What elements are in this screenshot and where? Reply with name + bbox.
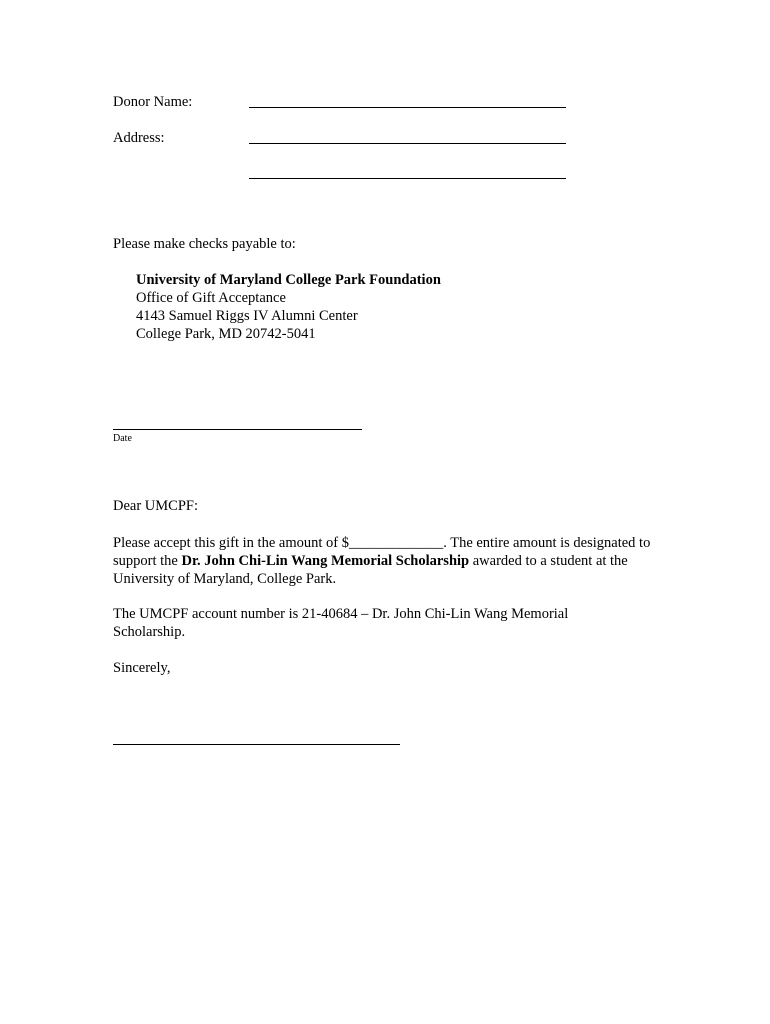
- address-line-2-field[interactable]: [249, 178, 566, 179]
- payable-intro: Please make checks payable to:: [113, 236, 296, 252]
- gift-paragraph: [113, 534, 673, 588]
- account-paragraph: The UMCPF account number is 21-40684 – Dr. John Chi-Lin Wang Memorial Scholarship.: [113, 606, 569, 640]
- date-field[interactable]: [113, 429, 362, 430]
- gift-paragraph-end: awarded to a student at the University of Maryland, College Park.: [113, 553, 628, 587]
- donor-name-label: Donor Name:: [113, 94, 193, 110]
- donor-name-field[interactable]: [249, 107, 566, 108]
- address-line-1-field[interactable]: [249, 143, 566, 144]
- address-label: Address:: [113, 130, 165, 146]
- gift-paragraph-intro: Please accept this gift in the amount of: [113, 535, 342, 551]
- payee-street: 4143 Samuel Riggs IV Alumni Center: [136, 308, 358, 324]
- gift-paragraph-mid: . The entire amount is designated to support the: [113, 535, 651, 569]
- signature-field[interactable]: [113, 744, 400, 745]
- payee-organization: University of Maryland College Park Foundation: [136, 272, 441, 288]
- closing: Sincerely,: [113, 660, 171, 676]
- payee-city: College Park, MD 20742-5041: [136, 326, 316, 342]
- scholarship-name: Dr. John Chi-Lin Wang Memorial Scholarship: [181, 553, 470, 569]
- date-label: Date: [113, 433, 132, 444]
- gift-amount-field[interactable]: $_____________: [341, 535, 444, 551]
- salutation: Dear UMCPF:: [113, 498, 198, 514]
- payee-office: Office of Gift Acceptance: [136, 290, 286, 306]
